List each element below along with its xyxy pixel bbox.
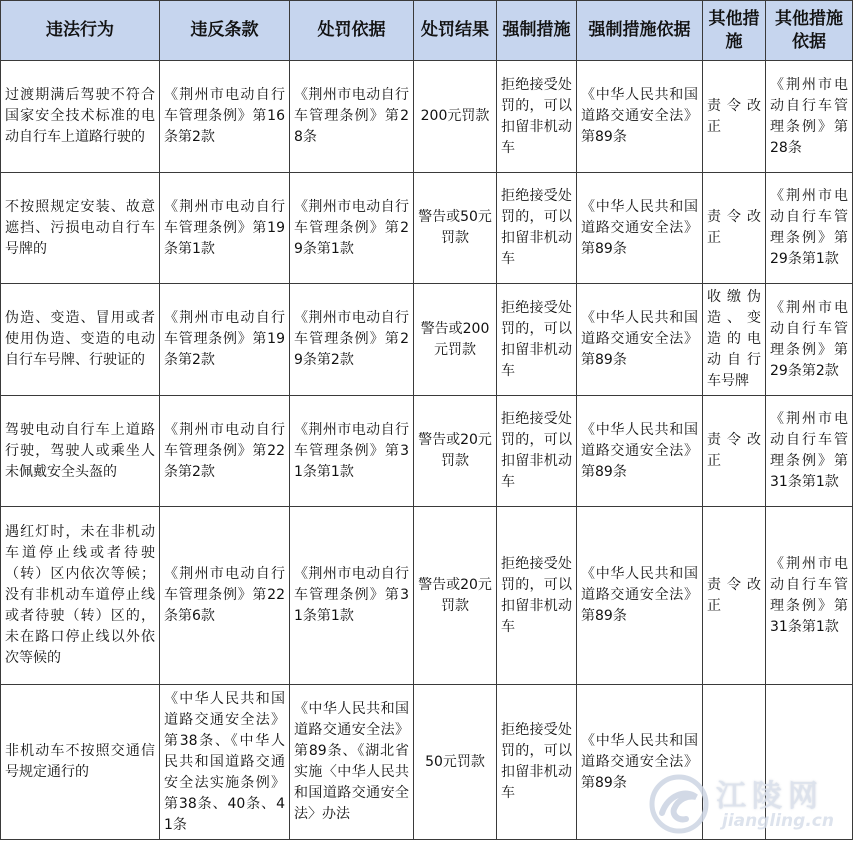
- cell-enforcement-measure: 拒绝接受处罚的，可以扣留非机动车: [497, 284, 577, 396]
- header-other-measure-basis: 其他措施依据: [766, 1, 853, 61]
- header-enforcement-basis: 强制措施依据: [577, 1, 703, 61]
- cell-penalty-result: 50元罚款: [414, 685, 497, 840]
- header-violated-clause: 违反条款: [160, 1, 290, 61]
- table-row: [1, 61, 853, 173]
- cell-other-measure-basis: [766, 685, 853, 840]
- cell-violated-clause: 《荆州市电动自行车管理条例》第22条第2款: [160, 396, 290, 507]
- cell-enforcement-basis: 《中华人民共和国道路交通安全法》第89条: [577, 61, 703, 173]
- table-row: [1, 396, 853, 507]
- cell-violation: 非机动车不按照交通信号规定通行的: [1, 685, 160, 840]
- table-header-row: [1, 1, 853, 61]
- cell-penalty-result: 警告或200元罚款: [414, 284, 497, 396]
- cell-enforcement-measure: 拒绝接受处罚的，可以扣留非机动车: [497, 173, 577, 284]
- cell-other-measure: [703, 685, 766, 840]
- cell-enforcement-basis: 《中华人民共和国道路交通安全法》第89条: [577, 173, 703, 284]
- cell-penalty-basis: 《荆州市电动自行车管理条例》第29条第1款: [290, 173, 414, 284]
- header-enforcement-measure: 强制措施: [497, 1, 577, 61]
- header-penalty-result: 处罚结果: [414, 1, 497, 61]
- header-violation: 违法行为: [1, 1, 160, 61]
- cell-penalty-result: 警告或50元罚款: [414, 173, 497, 284]
- cell-penalty-basis: 《荆州市电动自行车管理条例》第31条第1款: [290, 396, 414, 507]
- cell-violated-clause: 《荆州市电动自行车管理条例》第16条第2款: [160, 61, 290, 173]
- cell-penalty-basis: 《荆州市电动自行车管理条例》第28条: [290, 61, 414, 173]
- header-other-measure: 其他措施: [703, 1, 766, 61]
- cell-other-measure: 责令改正: [703, 61, 766, 173]
- cell-enforcement-measure: 拒绝接受处罚的，可以扣留非机动车: [497, 396, 577, 507]
- cell-other-measure: 责令改正: [703, 173, 766, 284]
- cell-violated-clause: 《荆州市电动自行车管理条例》第19条第2款: [160, 284, 290, 396]
- cell-violation: 驾驶电动自行车上道路行驶，驾驶人或乘坐人未佩戴安全头盔的: [1, 396, 160, 507]
- cell-violation: 伪造、变造、冒用或者使用伪造、变造的电动自行车号牌、行驶证的: [1, 284, 160, 396]
- cell-penalty-result: 警告或20元罚款: [414, 507, 497, 685]
- cell-violation: 过渡期满后驾驶不符合国家安全技术标准的电动自行车上道路行驶的: [1, 61, 160, 173]
- watermark-site-url: jiangling.cn: [722, 811, 834, 831]
- cell-other-measure-basis: 《荆州市电动自行车管理条例》第29条第1款: [766, 173, 853, 284]
- cell-enforcement-basis: 《中华人民共和国道路交通安全法》第89条: [577, 507, 703, 685]
- cell-other-measure: 责令改正: [703, 507, 766, 685]
- cell-penalty-basis: 《荆州市电动自行车管理条例》第31条第1款: [290, 507, 414, 685]
- cell-enforcement-measure: 拒绝接受处罚的，可以扣留非机动车: [497, 507, 577, 685]
- cell-enforcement-measure: 拒绝接受处罚的，可以扣留非机动车: [497, 685, 577, 840]
- watermark-site-name: 江陵网: [716, 779, 824, 814]
- cell-penalty-result: 200元罚款: [414, 61, 497, 173]
- header-penalty-basis: 处罚依据: [290, 1, 414, 61]
- cell-violation: 不按照规定安装、故意遮挡、污损电动自行车号牌的: [1, 173, 160, 284]
- cell-other-measure: 责令改正: [703, 396, 766, 507]
- cell-other-measure-basis: 《荆州市电动自行车管理条例》第31条第1款: [766, 396, 853, 507]
- cell-enforcement-basis: 《中华人民共和国道路交通安全法》第89条: [577, 685, 703, 840]
- table-row: [1, 173, 853, 284]
- cell-violated-clause: 《荆州市电动自行车管理条例》第22条第6款: [160, 507, 290, 685]
- cell-enforcement-measure: 拒绝接受处罚的，可以扣留非机动车: [497, 61, 577, 173]
- cell-penalty-basis: 《荆州市电动自行车管理条例》第29条第2款: [290, 284, 414, 396]
- cell-other-measure-basis: 《荆州市电动自行车管理条例》第31条第1款: [766, 507, 853, 685]
- table-row: [1, 284, 853, 396]
- cell-enforcement-basis: 《中华人民共和国道路交通安全法》第89条: [577, 284, 703, 396]
- cell-other-measure: 收缴伪造、变造的电动自行车号牌: [703, 284, 766, 396]
- cell-other-measure-basis: 《荆州市电动自行车管理条例》第28条: [766, 61, 853, 173]
- cell-violated-clause: 《荆州市电动自行车管理条例》第19条第1款: [160, 173, 290, 284]
- cell-penalty-basis: 《中华人民共和国道路交通安全法》第89条、《湖北省实施〈中华人民共和国道路交通安全法〉办法: [290, 685, 414, 840]
- cell-violated-clause: 《中华人民共和国道路交通安全法》第38条、《中华人民共和国道路交通安全法实施条例》第38条、40条、41条: [160, 685, 290, 840]
- cell-enforcement-basis: 《中华人民共和国道路交通安全法》第89条: [577, 396, 703, 507]
- cell-violation: 遇红灯时，未在非机动车道停止线或者待驶（转）区内依次等候；没有非机动车道停止线或者待驶（转）区的，未在路口停止线以外依次等候的: [1, 507, 160, 685]
- cell-other-measure-basis: 《荆州市电动自行车管理条例》第29条第2款: [766, 284, 853, 396]
- table-row: [1, 507, 853, 685]
- table-row: [1, 685, 853, 840]
- cell-penalty-result: 警告或20元罚款: [414, 396, 497, 507]
